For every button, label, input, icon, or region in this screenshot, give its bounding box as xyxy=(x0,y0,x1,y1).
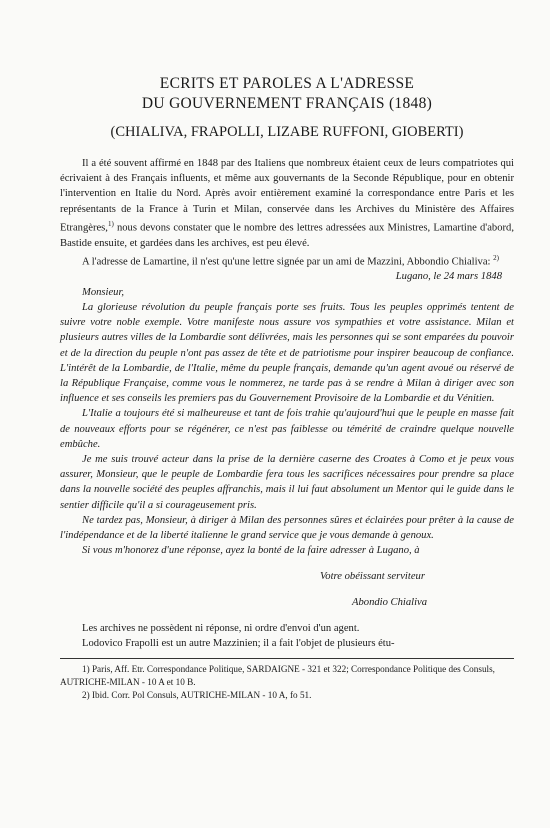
letter-paragraph-2: L'Italie a toujours été si malheureuse et tant de fois trahie qu'aujourd'hui que le peuple en masse fait de nouveaux efforts pour se régénérer, ce n'est pas faiblesse ou témérité de craindre quelque nouvelle embûche. xyxy=(60,408,514,450)
paragraph-intro xyxy=(60,156,514,251)
title-line-2: DU GOUVERNEMENT FRANÇAIS (1848) xyxy=(141,95,433,112)
footnotes xyxy=(60,663,514,702)
paragraph-lamartine-text: A l'adresse de Lamartine, il n'est qu'une lettre signée par un ami de Mazzini, Abbondio Chialiva: xyxy=(82,256,491,268)
paragraph-archives: Les archives ne possèdent ni réponse, ni ordre d'envoi d'un agent. xyxy=(82,622,360,634)
subtitle: (CHIALIVA, FRAPOLLI, LIZABE RUFFONI, GIOBERTI) xyxy=(110,124,464,140)
letter-signature: Abondio Chialiva xyxy=(352,596,428,608)
letter-paragraph-5: Si vous m'honorez d'une réponse, ayez la bonté de la faire adresser à Lugano, à xyxy=(82,545,420,557)
title-line-1: ECRITS ET PAROLES A L'ADRESSE xyxy=(159,75,415,92)
letter-paragraph-4: Ne tardez pas, Monsieur, à diriger à Milan des personnes sûres et éclairées pour prêter à la cause de l'indépendance et de la liberté italienne le grand service que je vous demande à genoux. xyxy=(60,514,514,541)
letter-paragraph-3: Je me suis trouvé acteur dans la prise de la dernière caserne des Croates à Como et je peux vous assurer, Monsieur, que le peuple de Lombardie fera tous les sacrifices nécessaires pour prendre sa place dans la nouvelle société des peuples affranchis, mais il lui faut absolument un Mentor qui le guide dans le sentier difficile qu'il a si courageusement pris. xyxy=(60,453,514,511)
letter-salutation: Monsieur, xyxy=(82,286,125,298)
letter-dateline: Lugano, le 24 mars 1848 xyxy=(395,271,502,283)
body-text xyxy=(60,156,514,651)
paragraph-lamartine xyxy=(60,251,514,270)
footnote-2: 2) Ibid. Corr. Pol Consuls, AUTRICHE-MILAN - 10 A, fo 51. xyxy=(82,689,312,700)
letter-closing: Votre obéissant serviteur xyxy=(320,570,425,582)
paragraph-frapolli: Lodovico Frapolli est un autre Mazzinien; il a fait l'objet de plusieurs étu- xyxy=(82,637,395,649)
footnote-divider xyxy=(60,658,514,659)
document-page xyxy=(60,74,514,702)
footnote-ref-1: 1) xyxy=(107,219,114,228)
footnote-1: 1) Paris, Aff. Etr. Correspondance Politique, SARDAIGNE - 321 et 322; Correspondance Politique des Consuls, AUTRICHE-MILAN - 10 A et 10 B. xyxy=(60,663,495,687)
paragraph-intro-end: nous devons constater que le nombre des lettres adressées aux Ministres, Lamartine d'abord, Bastide ensuite, et gardées dans les archives, est peu élevé. xyxy=(60,222,514,249)
footnote-ref-2: 2) xyxy=(493,253,499,262)
letter-paragraph-1: La glorieuse révolution du peuple français porte ses fruits. Tous les peuples opprimés tentent de suivre votre noble exemple. Votre manifeste nous assure vos sympathies et votre assistance. Milan et plusieurs autres villes de la Lombardie sont délivrées, mais les personnes qui se sont emparées du pouvoir et de la direction du peuple n'ont pas assez de tête et de patriotisme pour inspirer beaucoup de confiance. L'intérêt de la Lombardie, de l'Italie, même du peuple français, demande qu'un agent avoué ou réservé de la République Française, comme vous le nommerez, ne tarde pas à se rendre à Milan à diriger avec son influence et ses conseils les premiers pas du Gouvernement Provisoire de la Lombardie et du Vénitien. xyxy=(60,301,514,405)
paragraph-intro-text: Il a été souvent affirmé en 1848 par des Italiens que nombreux étaient ceux de leurs compatriotes qui écrivaient à des Français influents, et même aux gouvernants de la Seconde République, pour en obtenir l'intervention en Italie du Nord. Après avoir entièrement examiné la correspondance entre Paris et les représentants de la France à Turin et Milan, conservée dans les Archives du Ministère des Affaires Etrangères, xyxy=(60,158,514,234)
